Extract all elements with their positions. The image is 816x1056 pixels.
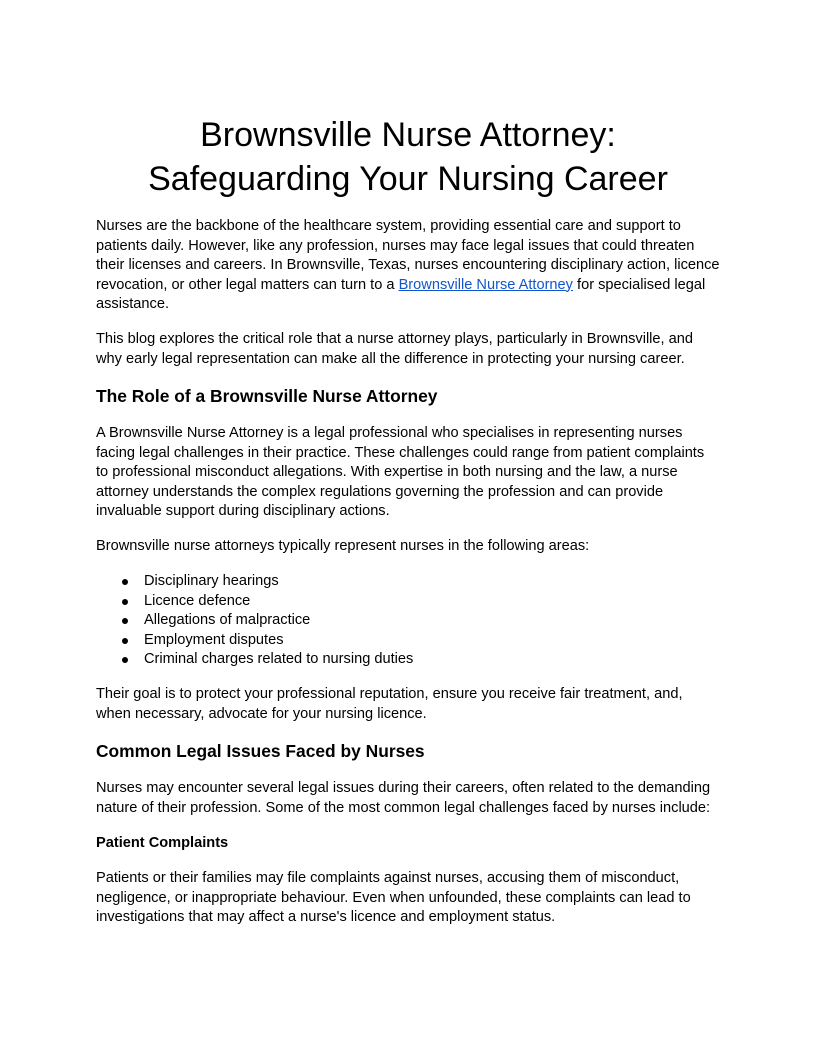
- practice-areas-list: [96, 572, 413, 670]
- bullet-icon: [122, 618, 128, 624]
- subheading-patient-complaints: Patient Complaints: [96, 835, 229, 851]
- page-title: Brownsville Nurse Attorney: Safeguarding Your Nursing Career: [148, 116, 668, 198]
- bullet-icon: [122, 579, 128, 585]
- list-item: Employment disputes: [96, 631, 413, 651]
- brownsville-nurse-attorney-link[interactable]: Brownsville Nurse Attorney: [398, 276, 573, 293]
- patient-complaints-paragraph: Patients or their families may file complaints against nurses, accusing them of misconduct, negligence, or inappropriate behaviour. Even when unfounded, these complaints can lead to investigations that may affect a nurse's licence and employment status.: [96, 870, 691, 925]
- bullet-icon: [122, 657, 128, 663]
- role-paragraph: A Brownsville Nurse Attorney is a legal professional who specialises in representing nurses facing legal challenges in their practice. These challenges could range from patient complaints to professional misconduct allegations. With expertise in both nursing and the law, a nurse attorney understands the complex regulations governing the profession and can provide invaluable support during disciplinary actions.: [96, 425, 705, 519]
- intro-text-before-link: Nurses are the backbone of the healthcare system, providing essential care and support to patients daily. However, like any profession, nurses may face legal issues that could threaten their licenses and careers. In Brownsville, Texas, nurses encountering disciplinary action, licence revocation, or other legal matters can turn to a: [96, 218, 720, 293]
- section-heading-common-issues: Common Legal Issues Faced by Nurses: [96, 741, 425, 761]
- bullet-icon: [122, 638, 128, 644]
- goal-paragraph: Their goal is to protect your professional reputation, ensure you receive fair treatment, and, when necessary, advocate for your nursing licence.: [96, 686, 683, 722]
- intro-paragraph: [96, 217, 720, 315]
- list-item: Disciplinary hearings: [96, 572, 413, 592]
- intro-text-after-link: for specialised legal assistance.: [96, 276, 706, 312]
- blog-overview-paragraph: This blog explores the critical role that a nurse attorney plays, particularly in Brownsville, and why early legal representation can make all the difference in protecting your nursing career.: [96, 331, 694, 367]
- list-item: Criminal charges related to nursing duties: [96, 650, 413, 670]
- common-issues-paragraph: Nurses may encounter several legal issues during their careers, often related to the demanding nature of their profession. Some of the most common legal challenges faced by nurses include:: [96, 780, 711, 816]
- bullet-icon: [122, 599, 128, 605]
- list-item: Allegations of malpractice: [96, 611, 413, 631]
- section-heading-role: The Role of a Brownsville Nurse Attorney: [96, 386, 438, 406]
- areas-intro-paragraph: Brownsville nurse attorneys typically represent nurses in the following areas:: [96, 538, 590, 554]
- list-item: Licence defence: [96, 592, 413, 612]
